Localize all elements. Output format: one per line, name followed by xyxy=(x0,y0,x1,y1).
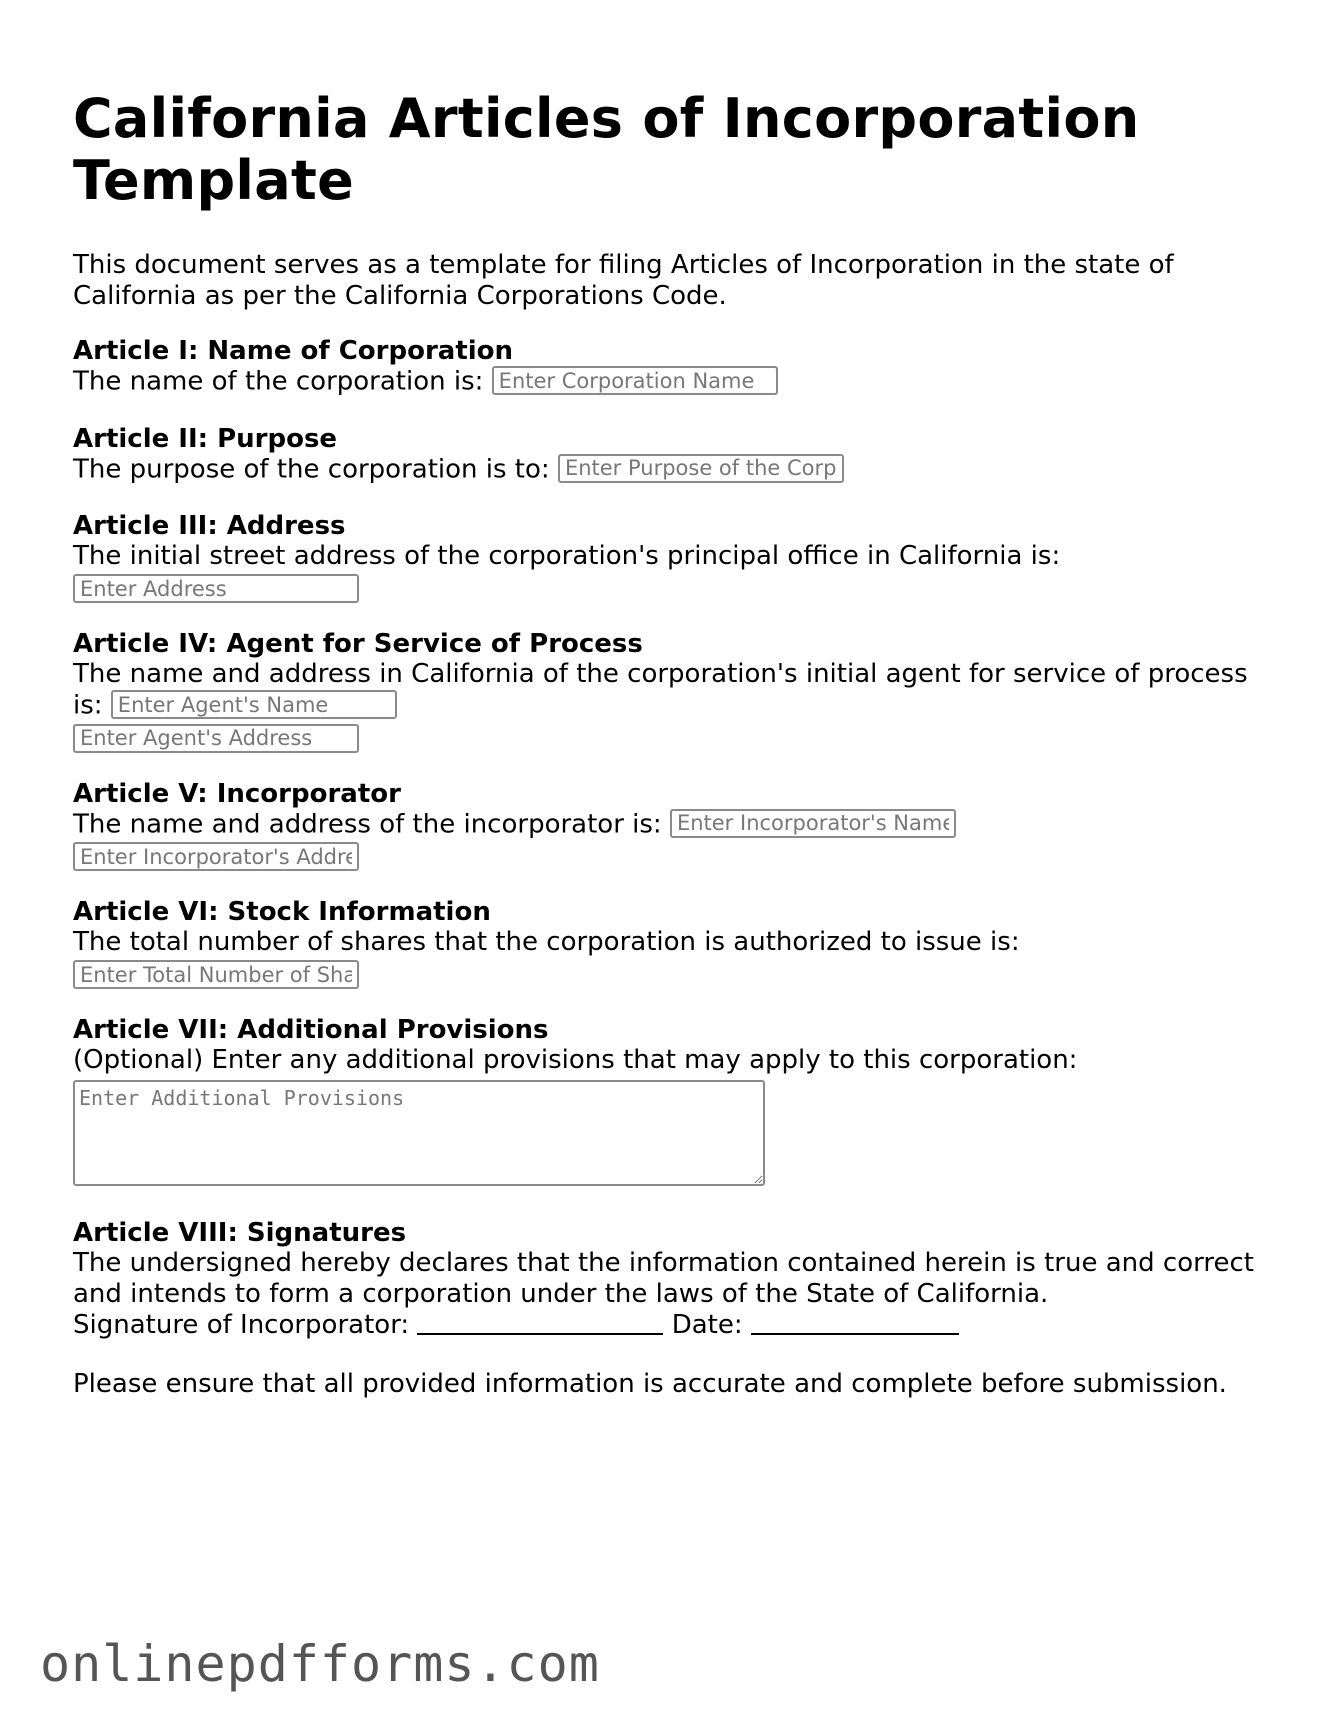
article-4-line xyxy=(73,659,1273,722)
article-4-text: The name and address in California of the corporation's initial agent for service of process is: xyxy=(73,659,1248,721)
incorporator-address-input[interactable] xyxy=(73,842,359,871)
signature-blank xyxy=(417,1311,663,1335)
article-2-text: The purpose of the corporation is to: xyxy=(73,454,550,484)
article-5 xyxy=(73,779,1273,872)
additional-provisions-textarea[interactable] xyxy=(73,1080,765,1186)
closing-note: Please ensure that all provided information is accurate and complete before submission. xyxy=(73,1369,1227,1399)
article-8 xyxy=(73,1218,1273,1341)
total-shares-input[interactable] xyxy=(73,960,359,989)
agent-address-input[interactable] xyxy=(73,724,359,753)
article-7 xyxy=(73,1015,1273,1186)
purpose-input[interactable] xyxy=(558,454,844,483)
article-5-text: The name and address of the incorporator is: xyxy=(73,809,662,839)
agent-name-input[interactable] xyxy=(111,690,397,719)
article-2-line xyxy=(73,454,1273,486)
article-4-heading: Article IV: Agent for Service of Process xyxy=(73,629,643,659)
article-1-line xyxy=(73,366,1273,398)
corporation-name-input[interactable] xyxy=(492,366,778,395)
watermark: onlinepdfforms.com xyxy=(40,1635,600,1693)
incorporator-name-input[interactable] xyxy=(670,809,956,838)
article-6-text: The total number of shares that the corporation is authorized to issue is: xyxy=(73,927,1020,957)
article-5-line xyxy=(73,809,1273,841)
document-page xyxy=(73,88,1273,1426)
signature-line xyxy=(73,1310,1273,1341)
article-3 xyxy=(73,511,1273,603)
article-1-heading: Article I: Name of Corporation xyxy=(73,336,514,366)
article-3-text: The initial street address of the corporation's principal office in California is: xyxy=(73,541,1061,571)
page-title: California Articles of Incorporation Template xyxy=(73,87,1140,212)
intro-text: This document serves as a template for filing Articles of Incorporation in the state of California as per the California Corporations Code. xyxy=(73,250,1174,311)
signature-label: Signature of Incorporator: xyxy=(73,1310,410,1340)
article-8-heading: Article VIII: Signatures xyxy=(73,1218,407,1248)
date-label: Date: xyxy=(671,1310,743,1340)
article-8-text: The undersigned hereby declares that the information contained herein is true and correct and intends to form a corporation under the laws of the State of California. xyxy=(73,1248,1254,1309)
article-1 xyxy=(73,336,1273,398)
date-blank xyxy=(751,1311,959,1335)
article-7-heading: Article VII: Additional Provisions xyxy=(73,1015,549,1045)
article-7-text: (Optional) Enter any additional provisions that may apply to this corporation: xyxy=(73,1045,1078,1075)
article-6 xyxy=(73,897,1273,989)
address-input[interactable] xyxy=(73,574,359,603)
article-5-heading: Article V: Incorporator xyxy=(73,778,401,809)
article-1-text: The name of the corporation is: xyxy=(73,366,484,397)
article-2-heading: Article II: Purpose xyxy=(73,423,338,454)
article-4 xyxy=(73,629,1273,753)
article-6-heading: Article VI: Stock Information xyxy=(73,897,491,927)
article-2 xyxy=(73,424,1273,486)
article-3-heading: Article III: Address xyxy=(73,511,346,541)
